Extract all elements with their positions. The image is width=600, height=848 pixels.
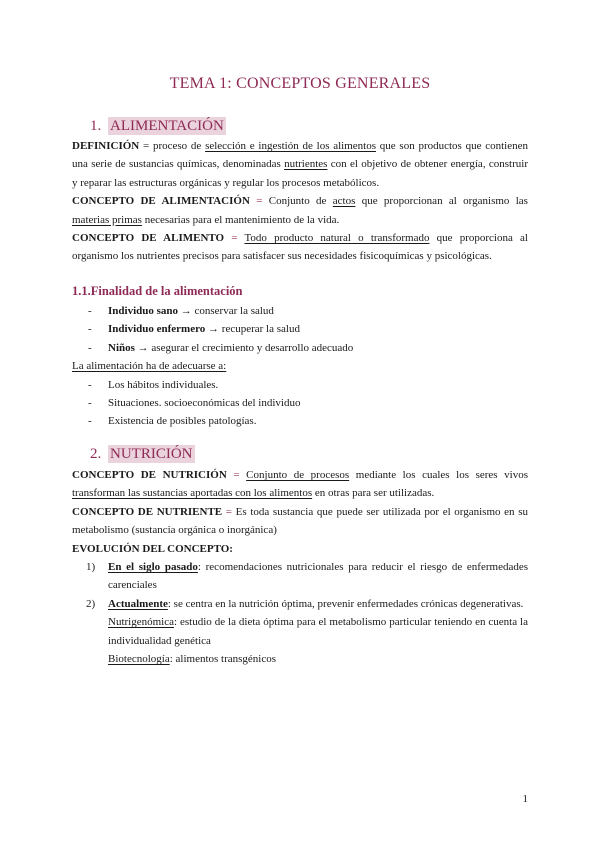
- section-number: 1.: [90, 118, 102, 134]
- biotecnologia-line: Biotecnología: alimentos transgénicos: [108, 653, 277, 666]
- section-number: 2.: [90, 446, 102, 462]
- subsection-heading-finalidad: 1.1.Finalidad de la alimentación: [72, 284, 243, 298]
- definitions-block-1: [72, 137, 528, 266]
- adecuarse-line: La alimentación ha de adecuarse a:: [72, 360, 227, 373]
- section-heading-nutricion: [90, 445, 195, 463]
- paragraph-definicion: DEFINICIÓN = proceso de selección e ingestión de los alimentos que son productos que contienen una serie de sustancias químicas, denominadas nutrientes con el objetivo de obtener energía, construir y reparar las estructuras orgánicas y regular los procesos metabólicos.: [72, 140, 529, 189]
- nutrigenomica-line: Nutrigenómica: estudio de la dieta óptima para el metabolismo particular teniendo en cuenta la individualidad genética: [108, 616, 528, 647]
- evolucion-heading: EVOLUCIÓN DEL CONCEPTO:: [72, 542, 233, 555]
- section-title: NUTRICIÓN: [110, 446, 193, 462]
- list-item: - Niños → asegurar el crecimiento y desarrollo adecuado: [88, 341, 354, 354]
- list-item: - Individuo enfermero → recuperar la salud: [88, 323, 300, 336]
- paragraph-concepto-nutriente: CONCEPTO DE NUTRIENTE = Es toda sustancia que puede ser utilizada por el organismo en su metabolismo (sustancia orgánica o inorgánica): [72, 505, 528, 537]
- paragraph-concepto-alimentacion: CONCEPTO DE ALIMENTACIÓN = Conjunto de actos que proporcionan al organismo las materias primas necesarias para el mantenimiento de la vida.: [72, 195, 528, 226]
- page-number: 1: [522, 793, 528, 805]
- section-heading-alimentacion: [90, 117, 226, 135]
- list-item: 1) En el siglo pasado: recomendaciones nutricionales para reducir el riesgo de enfermedades carenciales: [86, 561, 528, 592]
- list-item: 2) Actualmente: se centra en la nutrición óptima, prevenir enfermedades crónicas degenerativas.: [86, 597, 524, 610]
- evolucion-list: [72, 558, 528, 668]
- list-item: - Situaciones. socioeconómicas del individuo: [88, 396, 301, 409]
- definitions-block-2: [72, 466, 528, 558]
- paragraph-concepto-alimento: CONCEPTO DE ALIMENTO = Todo producto natural o transformado que proporciona al organismo los nutrientes precisos para satisfacer sus necesidades fisicoquímicas y psicológicas.: [72, 232, 528, 263]
- list-item: - Los hábitos individuales.: [88, 378, 219, 391]
- finalidad-list: [72, 302, 528, 431]
- page-title: TEMA 1: CONCEPTOS GENERALES: [169, 75, 431, 92]
- paragraph-concepto-nutricion: CONCEPTO DE NUTRICIÓN = Conjunto de procesos mediante los cuales los seres vivos transforman las sustancias aportadas con los alimentos en otras para ser utilizadas.: [72, 469, 528, 500]
- list-item: - Existencia de posibles patologías.: [88, 415, 257, 428]
- section-title: ALIMENTACIÓN: [110, 118, 224, 134]
- list-item: - Individuo sano → conservar la salud: [88, 305, 274, 317]
